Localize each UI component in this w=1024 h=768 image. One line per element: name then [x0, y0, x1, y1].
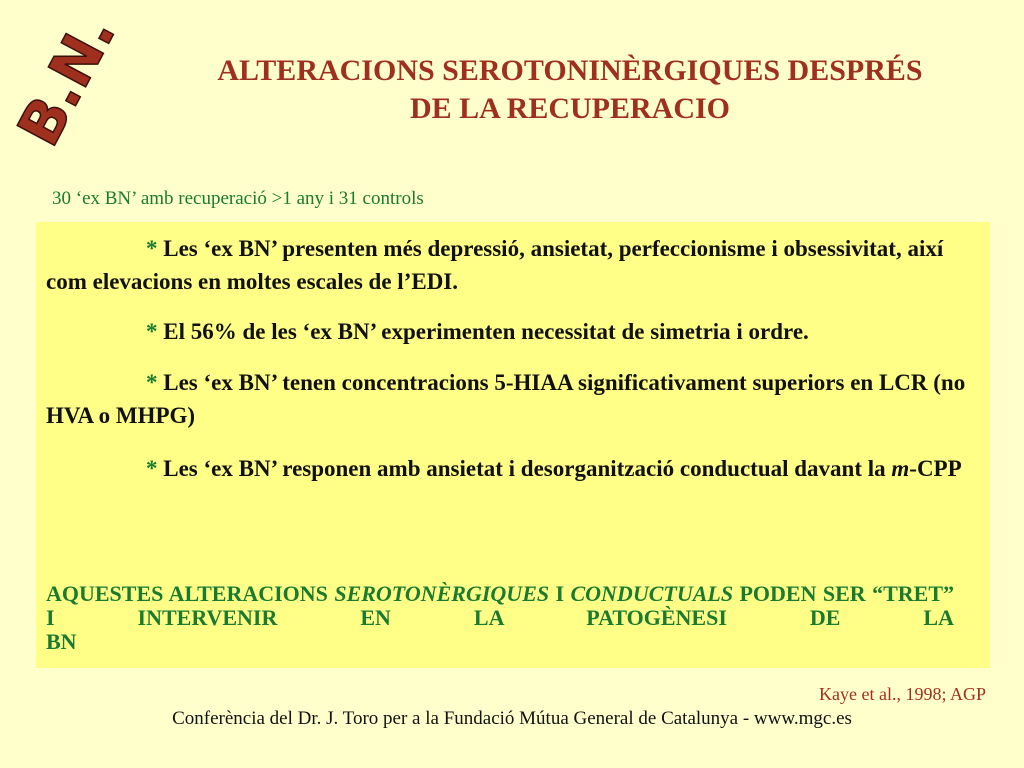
footer-credit: Conferència del Dr. J. Toro per a la Fundació Mútua General de Catalunya - www.mgc.es	[172, 708, 852, 729]
slide-title-line-2: DE LA RECUPERACIO	[409, 92, 731, 125]
finding-item	[46, 366, 972, 432]
bullet-star: *	[146, 456, 158, 481]
conclusion-line: PODEN SER “TRET” I INTERVENIR EN LA PATOGÈNESI DE LA	[46, 581, 954, 630]
conclusion-text	[46, 582, 954, 654]
conclusion-italic: CONDUCTUALS	[570, 581, 734, 606]
slide-title	[160, 52, 980, 128]
bullet-star: *	[146, 319, 158, 344]
bn-logo	[4, 3, 148, 160]
slide-title-line-1: ALTERACIONS SEROTONINÈRGIQUES DESPRÉS	[217, 54, 923, 87]
finding-text: -CPP	[909, 456, 962, 481]
finding-text: Les ‘ex BN’ responen amb ansietat i desorganització conductual davant la	[163, 456, 892, 481]
finding-item	[46, 232, 972, 298]
finding-item	[46, 315, 972, 348]
citation: Kaye et al., 1998; AGP	[819, 684, 986, 704]
bullet-star: *	[146, 236, 158, 261]
conclusion-part: AQUESTES ALTERACIONS	[46, 581, 335, 606]
finding-text-italic: m	[891, 456, 910, 481]
findings-panel	[36, 222, 990, 668]
finding-text: El 56% de les ‘ex BN’ experimenten necessitat de simetria i ordre.	[163, 319, 809, 344]
study-sample: 30 ‘ex BN’ amb recuperació >1 any i 31 controls	[52, 188, 424, 209]
finding-text: Les ‘ex BN’ tenen concentracions 5-HIAA significativament superiors en LCR (no HVA o MHPG)	[46, 370, 966, 428]
finding-item	[46, 452, 972, 485]
bn-logo-text: B.N.	[4, 3, 129, 157]
finding-text: Les ‘ex BN’ presenten més depressió, ansietat, perfeccionisme i obsessivitat, així com elevacions en moltes escales de l’EDI.	[46, 236, 944, 294]
conclusion-part: I	[549, 581, 571, 606]
conclusion-last-line: BN	[46, 629, 77, 654]
conclusion-italic: SEROTONÈRGIQUES	[334, 581, 550, 606]
bn-logo-graphic	[4, 3, 148, 160]
bullet-star: *	[146, 370, 158, 395]
